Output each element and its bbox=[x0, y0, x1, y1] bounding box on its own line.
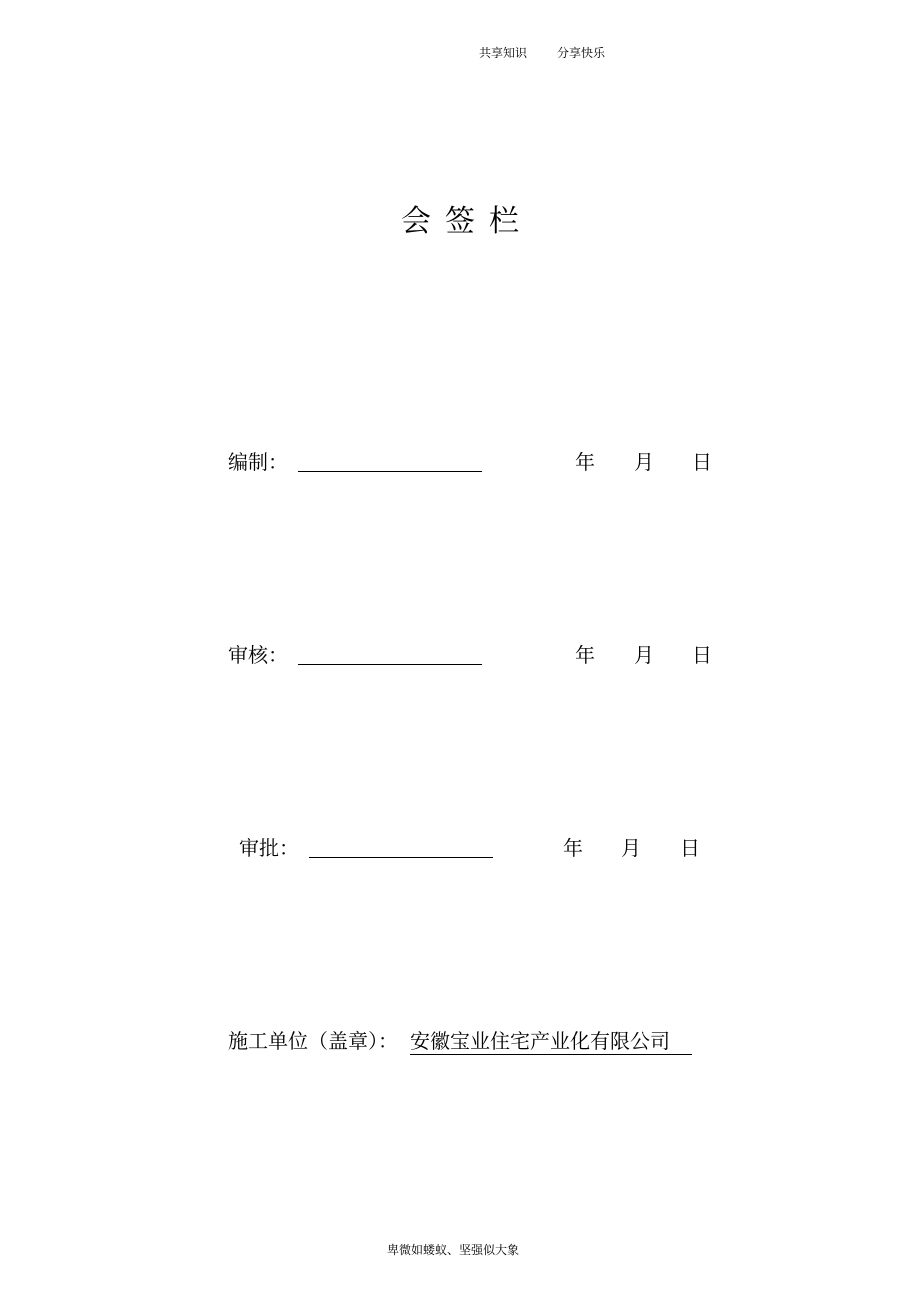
header-right-text: 分享快乐 bbox=[557, 46, 606, 60]
approve-label: 审批： bbox=[239, 836, 299, 860]
approve-month-label: 月 bbox=[621, 836, 641, 860]
review-year-label: 年 bbox=[575, 643, 595, 667]
footer-text: 卑微如蝼蚁、坚强似大象 bbox=[386, 1243, 519, 1257]
review-label: 审核： bbox=[228, 643, 288, 667]
construction-unit-value: 安徽宝业住宅产业化有限公司 bbox=[410, 1028, 692, 1055]
review-month-label: 月 bbox=[634, 643, 654, 667]
page-title: 会签栏 bbox=[401, 204, 533, 239]
approve-signature-line bbox=[309, 857, 493, 858]
compile-signature-line bbox=[298, 471, 482, 472]
review-day-label: 日 bbox=[692, 643, 712, 667]
approve-day-label: 日 bbox=[680, 836, 700, 860]
compile-month-label: 月 bbox=[634, 450, 654, 474]
approve-year-label: 年 bbox=[563, 836, 583, 860]
compile-day-label: 日 bbox=[692, 450, 712, 474]
review-signature-line bbox=[298, 664, 482, 665]
construction-unit-label: 施工单位（盖章）： bbox=[228, 1029, 398, 1053]
compile-year-label: 年 bbox=[575, 450, 595, 474]
compile-label: 编制： bbox=[228, 450, 288, 474]
header-left-text: 共享知识 bbox=[479, 46, 528, 60]
